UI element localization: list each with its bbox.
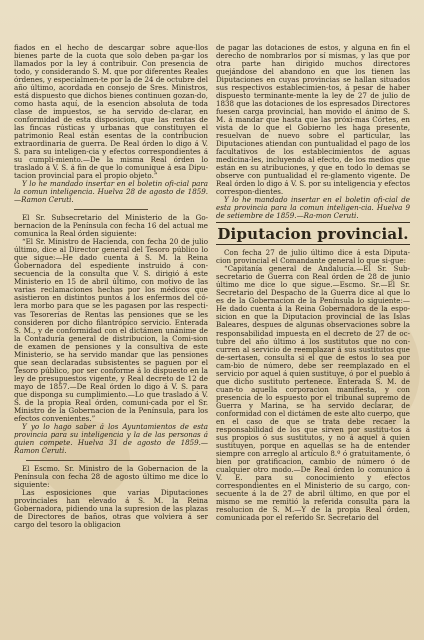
section-divider (26, 460, 196, 461)
article-signature: Y lo he mandado insertar en el boletin ofi-cial para la comun inteligencia. Huelva 28 de agosto de 1859.—Ramon Ceruti. (14, 179, 208, 205)
article-paragraph: El Sr. Subsecretario del Ministerio de la Go-bernacion de la Península con fecha 16 del actual me comunica la Real órden siguiente: (14, 213, 208, 239)
article-paragraph: fiados en el hecho de descargar sobre aque-llos bienes parte de la cuota que solo deben pa-gar los llamados por la ley á contribuir. Con presencia de todo, y considerando S. M. que por diferentes Reales órdenes, y especialmen-te por la de 24 de octubre del año último, acordada en consejo de Sres. Ministros, está dispuesto que dichos bienes continuen gozan-do, como hasta aquí, de la esencion absoluta de toda clase de impuestos, se ha servido de-clarar, en conformidad de esta disposicion, que las rentas de las fincas rústicas y urbanas que constituyen el patrimonio Real están esentas de la contribucion extraordinaria de guerra. De Real órden lo digo á V. S. para su inteligen-cia y efectos correspondientes á su cumpli-miento.—De la misma Real órden lo traslado á V. S. á fin de que lo comunique á esa Dipu-tacion provincial para el propio objeto.” (14, 44, 208, 181)
section-divider (74, 209, 148, 210)
article-paragraph: “El Sr. Ministro de Hacienda, con fecha 20 de julio último, dice al Director general del Tesoro público lo que sigue:—He dado cuenta á S. M. la Reina Gobernadora del espediente instruido á con-secuencia de la consulta que V. S. dirigió á este Ministerio en 15 de abril último, con motivo de las varias reclamaciones hechas por los médicos que asistieron en distintos puntos á los enfermos del có-lera morbo para que se les pagasen por las respecti-vas Tesorerías de Rentas las pensiones que se les consideren por dicho filantrópico servicio. Enterada S. M., y de conformidad con el dictámen unánime de la Contaduría general de distribucion, la Comi-sion de examen de pensiones y la consultiva de este Ministerio, se ha servido mandar que las pensiones que sean declaradas subsistentes se paguen por el Tesoro público, por ser conforme á lo dispuesto en la ley de presupuestos vigente, y Real decreto de 12 de mayo de 1857.—De Real órden lo digo á V. S. para que disponga su cumplimiento.—Lo que traslado á V. S. de la propia Real órden, comuni-cada por el Sr. Ministro de la Gobernacion de la Península, para los efectos convenientes.” (14, 237, 208, 423)
article-paragraph: El Escmo. Sr. Ministro de la Gobernacion de la Península con fecha 28 de agosto último me dice lo siguiente: (14, 463, 208, 489)
article-paragraph: de pagar las dotaciones de estos, y alguna en fin el derecho de nombrarlos por sí mismas, y las que por otra parte han dirigido muchos directores quejándose del abandono en que los tienen las Diputaciones en cuyas provincias se hallan situados sus respectivos establecimien-tos, á pesar de haber dispuesto terminante-mente la ley de 27 de julio de 1838 que las dotaciones de los espresados Directores fuesen carga provincial, han movido el ánimo de S. M. á mandar que hasta que las próxi-mas Córtes, en vista de lo que el Gobierno les haga presente, resuelvan de nuevo sobre el particular, las Diputaciones atiendan con puntualidad el pago de los facultativos de los establecimientos de aguas medicina-les, incluyendo al efecto, de los medios que están en su atribuciones, y que en todo lo demas se observe con puntualidad el re-glamento vigente. De Real órden lo digo á V. S. por su inteligencia y efectos correspon-dientes. (216, 44, 410, 197)
left-column (14, 44, 208, 640)
section-heading: Diputacion provincial. (216, 222, 410, 245)
right-column (216, 44, 410, 640)
article-paragraph: Las esposiciones que varias Diputaciones provinciales han elevado á S. M. la Reina Gobernadora, pidiendo una la supresion de las plazas de Directores de baños, otras que volviera á ser cargo del tesoro la obligacion (14, 487, 208, 529)
article-paragraph: “Capitanía general de Andalucía.—El Sr. Sub-secretario de Guerra con Real órden de 28 de junio último me dice lo que sigue.—Escmo. Sr.—El Sr. Secretario del Despacho de la Guerra dice al que lo es de la Gobernacion de la Península lo siguiente:—He dado cuenta á la Reina Gobernadora de la espo-sicion en que la Diputacion provincial de las Islas Baleares, despues de algunas observaciones sobre la responsabilidad impuesta en el decreto de 27 de oc-tubre del año último á los sustitutos que no con-curren al servicio de reemplazar á sus sustitutos que de-sertasen, consulta si el que de estos lo sea por cam-bio de número, debe ser reemplazado en el servicio por aquel á quien sustituye, ó por el pueblo á que dicho sustituto pertenece. Enterada S. M. de cuan-to aquella corporacion manifiesta, y con presencia de lo espuesto por el tribunal supremo de Guerra y Marina, se ha servido declarar, de conformidad con el dictámen de este alto cuerpo, que en el caso de que se trata debe recaer la responsabilidad de los que sirven por sustitu-tos á sus propios ó sus sustitutos, y no á aquel á quien sustituyen, porque en aquellas se ha de entender siempre con arreglo al artículo 8.º ó gratuitamente, ó bien por gratificacion, cambio de número ó de cualquier otro modo.—De Real órden lo comunico á V. E. para su conocimiento y efectos correspondientes en el Ministerio de su cargo, con-secuente á la de 27 de abril último, en que por el mismo se me remitió la referida consulta para la resolucion de S. M.—Y de la propia Real órden, comunicada por el referido Sr. Secretario del (216, 264, 410, 522)
article-paragraph: Con fecha 27 de julio último dice á esta Diputa-cion provincial el Comandante general lo que si-gue: (216, 248, 410, 266)
article-signature: Y lo he mandado insertar en el boletin ofi-cial de esta provincia para la comun inteligen-cia. Huelva 9 de setiembre de 1859.—Ra-mon Ceruti. (216, 195, 410, 221)
article-signature: Y yo lo hago saber á los Ayuntamientos de esta provincia para su inteligencia y la de las personas á quien compete. Huelva 31 de agosto de 1859.—Ramon Ceruti. (14, 421, 208, 455)
